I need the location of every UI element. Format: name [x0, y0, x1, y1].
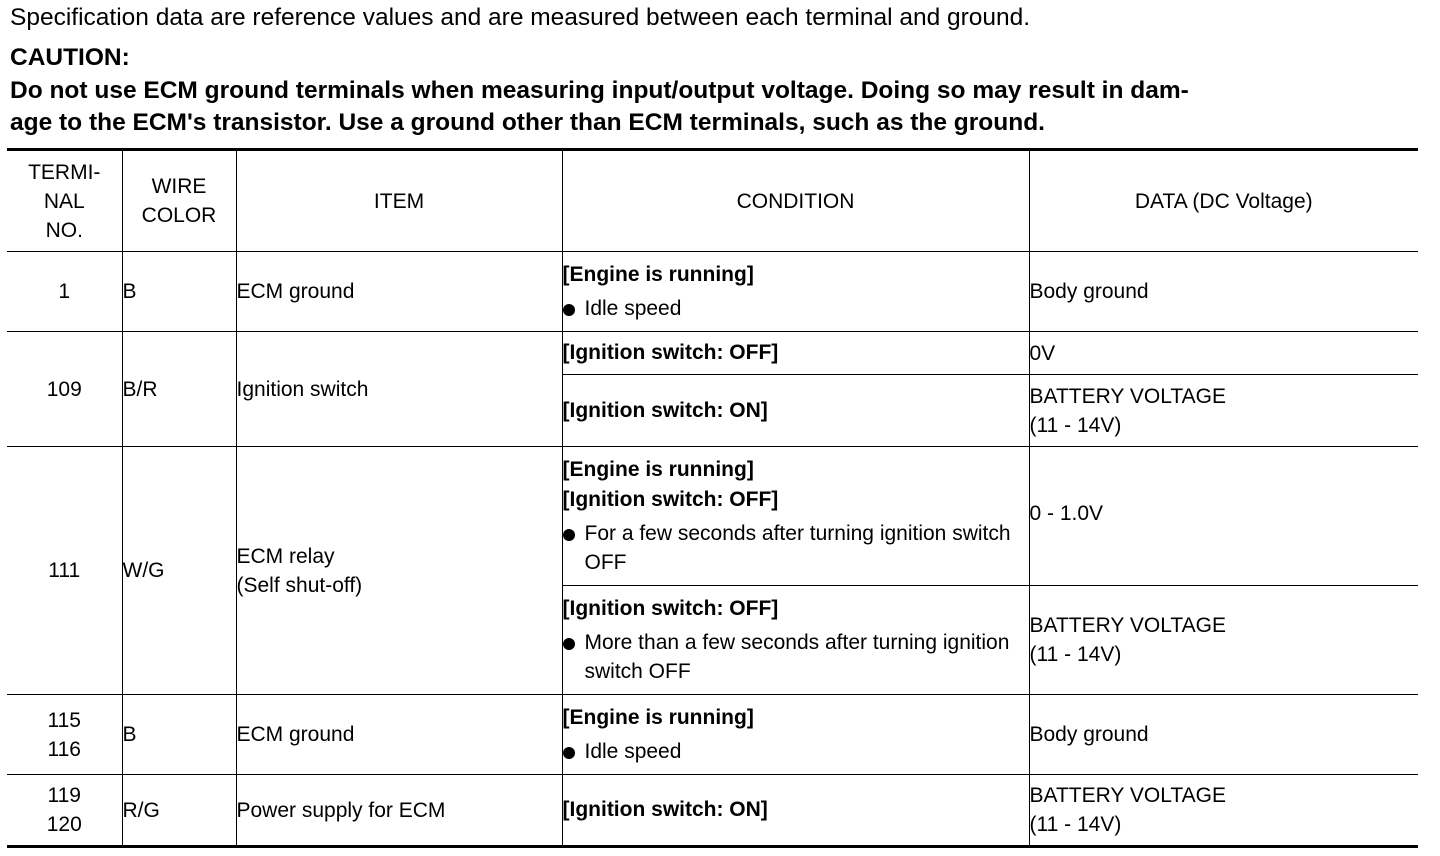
terminal-no — [7, 775, 122, 847]
condition-state: [Ignition switch: OFF] — [562, 341, 779, 364]
condition-bullet — [563, 737, 1029, 766]
condition-state: [Engine is running] — [562, 458, 754, 481]
header-data: DATA (DC Voltage) — [1029, 150, 1418, 252]
item-name-line-2: (Self shut-off) — [236, 573, 363, 597]
caution-line-1: Do not use ECM ground terminals when measuring input/output voltage. Doing so may result in dam- — [10, 77, 1189, 104]
intro-text: Specification data are reference values and are measured between each terminal and ground. — [10, 4, 1031, 31]
condition-state: [Ignition switch: OFF] — [562, 597, 779, 620]
table-row — [7, 332, 1418, 375]
data-value — [1029, 775, 1418, 847]
terminal-no: 111 — [7, 447, 122, 695]
data-value-line-2: (11 - 14V) — [1029, 413, 1122, 437]
header-item: ITEM — [236, 150, 562, 252]
data-value: 0 - 1.0V — [1029, 447, 1418, 586]
bullet-icon — [563, 529, 575, 541]
condition-detail: More than a few seconds after turning ignition switch OFF — [584, 631, 1010, 683]
data-value — [1029, 586, 1418, 695]
data-value-line-1: BATTERY VOLTAGE — [1029, 384, 1226, 408]
bullet-icon — [563, 638, 575, 650]
table-row — [7, 252, 1418, 332]
wire-color: R/G — [122, 775, 236, 847]
wire-color: W/G — [122, 447, 236, 695]
header-wire-line-2: COLOR — [141, 204, 217, 227]
condition-cell — [562, 447, 1029, 586]
data-value-line-1: BATTERY VOLTAGE — [1029, 784, 1226, 807]
wire-color: B/R — [122, 332, 236, 447]
header-terminal-no — [7, 150, 122, 252]
item-name: ECM ground — [236, 695, 562, 775]
caution-text — [10, 75, 1420, 139]
condition-state: [Ignition switch: ON] — [562, 398, 768, 422]
terminal-no: 109 — [7, 332, 122, 447]
item-name-line-1: ECM relay — [236, 544, 335, 568]
header-wire-color — [122, 150, 236, 252]
wire-color: B — [122, 695, 236, 775]
bullet-icon — [563, 747, 575, 759]
table-row — [7, 447, 1418, 586]
condition-cell — [562, 586, 1029, 695]
header-row — [7, 150, 1418, 252]
data-value: 0V — [1029, 332, 1418, 375]
condition-state: [Ignition switch: OFF] — [562, 488, 779, 511]
terminal-no-line-1: 115 — [47, 708, 81, 732]
data-value: Body ground — [1029, 252, 1418, 332]
condition-bullet — [563, 294, 1029, 323]
header-terminal-line-1: TERMI- — [28, 160, 101, 184]
condition-detail: Idle speed — [584, 297, 682, 320]
item-name: ECM ground — [236, 252, 562, 332]
condition-state: [Engine is running] — [562, 706, 754, 729]
terminal-no-line-2: 120 — [46, 813, 82, 836]
data-value-line-1: BATTERY VOLTAGE — [1029, 614, 1226, 637]
data-value-line-2: (11 - 14V) — [1029, 813, 1122, 836]
data-value-line-2: (11 - 14V) — [1029, 643, 1122, 666]
data-value — [1029, 375, 1418, 447]
condition-cell — [562, 332, 1029, 375]
terminal-no — [7, 695, 122, 775]
condition-bullet — [563, 628, 1029, 686]
condition-detail: Idle speed — [584, 740, 682, 763]
caution-title: CAUTION: — [10, 44, 130, 71]
condition-bullet — [563, 519, 1029, 577]
wire-color: B — [122, 252, 236, 332]
condition-cell — [562, 695, 1029, 775]
condition-cell — [562, 252, 1029, 332]
terminal-no-line-2: 116 — [47, 737, 81, 761]
terminal-no-line-1: 119 — [47, 784, 81, 807]
header-terminal-line-2: NAL — [43, 189, 85, 213]
header-wire-line-1: WIRE — [151, 175, 207, 198]
item-name — [236, 447, 562, 695]
item-name: Ignition switch — [236, 332, 562, 447]
condition-state: [Ignition switch: ON] — [562, 798, 768, 821]
caution-line-2: age to the ECM's transistor. Use a ground other than ECM terminals, such as the ground. — [10, 109, 1045, 136]
terminal-spec-table — [7, 148, 1418, 848]
header-condition: CONDITION — [562, 150, 1029, 252]
condition-cell — [562, 775, 1029, 847]
condition-detail: For a few seconds after turning ignition switch OFF — [584, 522, 1011, 574]
header-terminal-line-3: NO. — [45, 218, 83, 242]
condition-cell — [562, 375, 1029, 447]
item-name: Power supply for ECM — [236, 775, 562, 847]
table-row — [7, 775, 1418, 847]
table-row — [7, 695, 1418, 775]
bullet-icon — [563, 304, 575, 316]
condition-state: [Engine is running] — [562, 263, 754, 286]
data-value: Body ground — [1029, 695, 1418, 775]
terminal-no: 1 — [7, 252, 122, 332]
